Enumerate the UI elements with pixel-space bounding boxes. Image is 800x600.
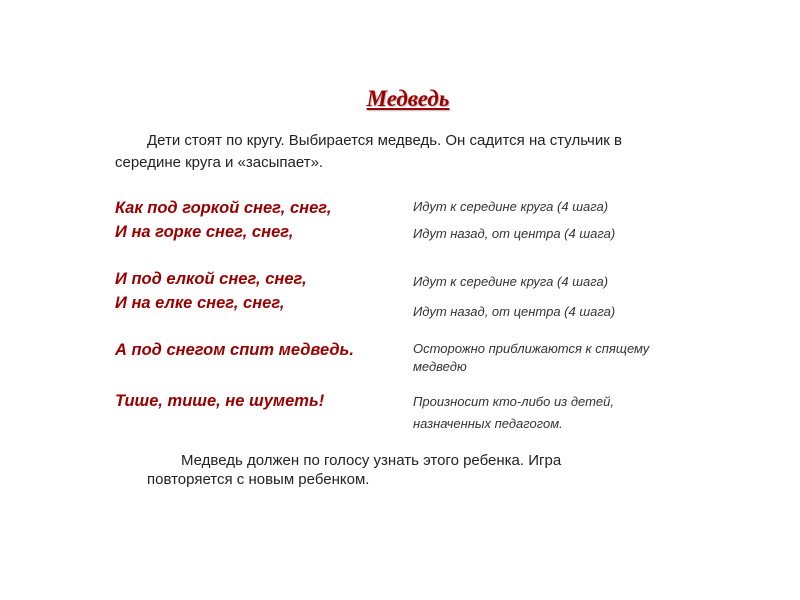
intro-line-2: середине круга и «засыпает». — [115, 154, 324, 171]
verse-line: И на горке снег, снег, — [115, 223, 294, 241]
verse-line: И на елке снег, снег, — [115, 294, 285, 312]
intro-line-1: Дети стоят по кругу. Выбирается медведь. Он садится на стульчик в — [147, 132, 622, 149]
verse-note: Произносит кто-либо из детей, — [413, 394, 615, 409]
verse-note: назначенных педагогом. — [413, 416, 563, 431]
verse-note: медведю — [413, 359, 467, 374]
verse-line: Как под горкой снег, снег, — [115, 199, 332, 217]
verse-note: Идут назад, от центра (4 шага) — [413, 226, 616, 241]
closing-line-2: повторяется с новым ребенком. — [147, 471, 370, 488]
verse-note: Идут к середине круга (4 шага) — [413, 274, 609, 289]
closing-line-1: Медведь должен по голосу узнать этого ребенка. Игра — [181, 452, 562, 469]
verse-note: Идут назад, от центра (4 шага) — [413, 304, 616, 319]
page-title: Медведь — [366, 86, 450, 111]
verse-line: А под снегом спит медведь. — [115, 341, 354, 359]
verse-line: Тише, тише, не шуметь! — [115, 392, 325, 410]
verse-note: Идут к середине круга (4 шага) — [413, 199, 609, 214]
verse-note: Осторожно приближаются к спящему — [413, 341, 650, 356]
verse-line: И под елкой снег, снег, — [115, 270, 307, 288]
